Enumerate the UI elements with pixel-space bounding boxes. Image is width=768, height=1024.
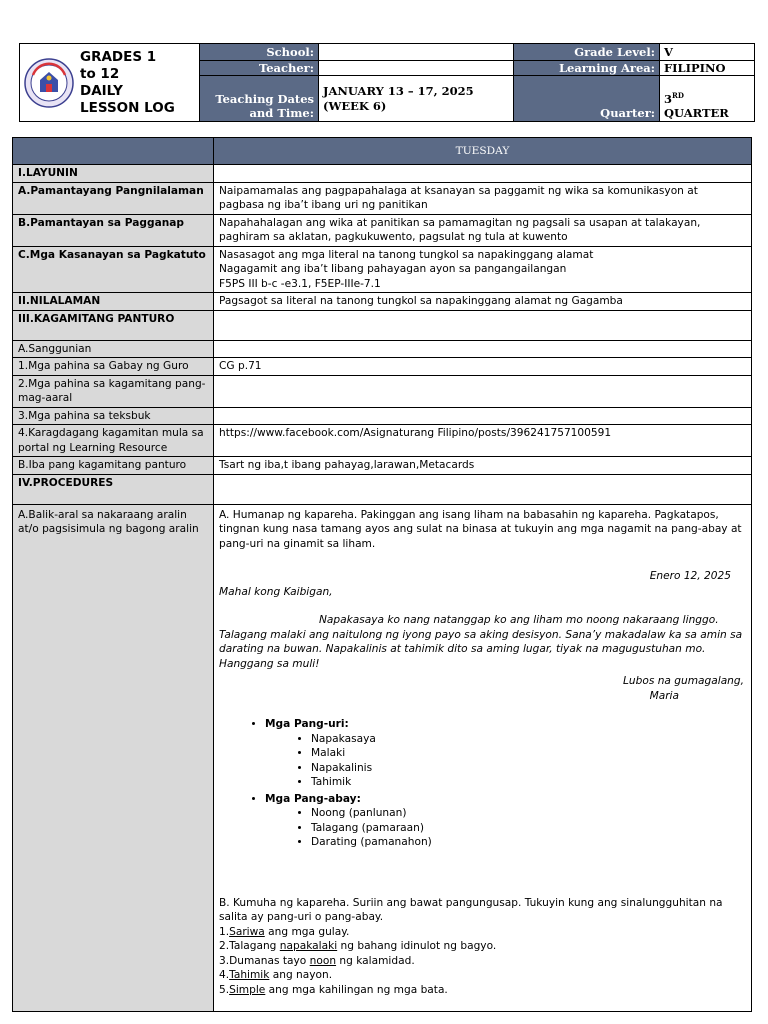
row-content-kagamitang-panturo: [214, 310, 752, 340]
procedure-intro: A. Humanap ng kapareha. Pakinggan ang isang liham na babasahin ng kapareha. Pagkatapos, tingnan kung nasa tamang ayos ang sulat na binasa at tukuyin ang mga nagamit na pang-abay at pang-uri na ginamit sa liham.: [219, 508, 742, 550]
row-label-pamantayan-sa-pagganap: B.Pamantayan sa Pagganap: [13, 214, 214, 246]
school-value: [319, 44, 514, 61]
learning-area-label: Learning Area:: [514, 61, 660, 76]
learning-area-value: FILIPINO: [660, 61, 755, 76]
row-label-balik-aral: A.Balik-aral sa nakaraang aralin at/o pagsisimula ng bagong aralin: [13, 504, 214, 1012]
lesson-log-title: GRADES 1 to 12 DAILY LESSON LOG: [80, 48, 175, 116]
corner-cell: [13, 138, 214, 165]
list-item: • Napakasaya: [311, 732, 746, 747]
grade-level-label: Grade Level:: [514, 44, 660, 61]
row-content-teksbuk: [214, 407, 752, 425]
row-content-layunin: [214, 165, 752, 183]
school-label: School:: [200, 44, 319, 61]
logo-title-cell: [20, 44, 200, 122]
row-label-iba-pang-kagamitan: B.Iba pang kagamitang panturo: [13, 457, 214, 475]
row-content-kasanayan: Nasasagot ang mga literal na tanong tungkol sa napakinggang alamat Nagagamit ang iba’t Iibang pahayagan ayon sa pangangailangan F5PS III b-c -e3.1, F5EP-IIIe-7.1: [214, 246, 752, 293]
pang-uri-list: [265, 732, 746, 790]
row-label-kagamitang-panturo: III.KAGAMITANG PANTURO: [13, 310, 214, 340]
row-content-iba-pang-kagamitan: Tsart ng iba,t ibang pahayag,larawan,Metacards: [214, 457, 752, 475]
row-content-nilalaman: Pagsagot sa literal na tanong tungkol sa napakinggang alamat ng Gagamba: [214, 293, 752, 311]
sentence-2: 2.Talagang napakalaki ng bahang idinulot ng bagyo.: [219, 940, 497, 952]
letter-signer: Maria: [649, 689, 679, 702]
row-label-learning-resource: 4.Karagdagang kagamitan mula sa portal ng Learning Resource: [13, 425, 214, 457]
row-label-kasanayan: C.Mga Kasanayan sa Pagkatuto: [13, 246, 214, 293]
list-item: • Malaki: [311, 746, 746, 761]
row-content-pamantayang-pangnilalaman: Naipamamalas ang pagpapahalaga at ksanayan sa paggamit ng wika sa komunikasyon at pagbasa ng iba’t ibang uri ng panitikan: [214, 182, 752, 214]
list-item: • Darating (pamanahon): [311, 835, 746, 850]
pang-uri-heading: Mga Pang-uri:: [265, 718, 349, 730]
list-item: • Talagang (pamaraan): [311, 821, 746, 836]
procedure-content: [214, 504, 752, 1012]
teaching-dates-label: Teaching Dates and Time:: [200, 76, 319, 122]
word-lists: [219, 717, 746, 850]
row-content-procedures: [214, 474, 752, 504]
pang-abay-list: [265, 806, 746, 850]
lesson-table: [12, 137, 752, 1012]
teacher-label: Teacher:: [200, 61, 319, 76]
sentence-1: 1.Sariwa ang mga gulay.: [219, 925, 350, 938]
header-table: [19, 43, 755, 122]
quarter-value: 3RD QUARTER: [660, 76, 755, 122]
row-label-procedures: IV.PROCEDURES: [13, 474, 214, 504]
letter-salutation: Mahal kong Kaibigan,: [219, 585, 333, 598]
row-label-nilalaman: II.NILALAMAN: [13, 293, 214, 311]
list-item: • Napakalinis: [311, 761, 746, 776]
row-label-sanggunian: A.Sanggunian: [13, 340, 214, 358]
sentence-5: 5.Simple ang mga kahilingan ng mga bata.: [219, 983, 448, 996]
list-item: • Noong (panlunan): [311, 806, 746, 821]
pang-abay-group: [265, 792, 746, 850]
row-label-pamantayang-pangnilalaman: A.Pamantayang Pangnilalaman: [13, 182, 214, 214]
teaching-dates-value: [319, 76, 514, 122]
row-content-pamantayan-sa-pagganap: Napahahalagan ang wika at panitikan sa pamamagitan ng pagsali sa usapan at talakayan, paghiram sa aklatan, pagkukuwento, pagsulat ng tula at kuwento: [214, 214, 752, 246]
row-content-learning-resource[interactable]: https://www.facebook.com/Asignaturang Filipino/posts/396241757100591: [214, 425, 752, 457]
dates-line-2: (WEEK 6): [323, 98, 387, 113]
teacher-value: [319, 61, 514, 76]
letter-closing: Lubos na gumagalang,: [623, 675, 744, 687]
row-label-kagamitang-pang-mag-aaral: 2.Mga pahina sa kagamitang pang-mag-aaral: [13, 375, 214, 407]
part-b-instructions: B. Kumuha ng kapareha. Suriin ang bawat pangungusap. Tukuyin kung ang sinalungguhitan na salita ay pang-uri o pang-abay.: [219, 896, 723, 923]
row-content-sanggunian: [214, 340, 752, 358]
row-label-teksbuk: 3.Mga pahina sa teksbuk: [13, 407, 214, 425]
sentence-4: 4.Tahimik ang nayon.: [219, 969, 333, 981]
row-label-gabay-ng-guro: 1.Mga pahina sa Gabay ng Guro: [13, 358, 214, 376]
day-header: TUESDAY: [214, 138, 752, 165]
quarter-label: Quarter:: [514, 76, 660, 122]
row-content-kagamitang-pang-mag-aaral: [214, 375, 752, 407]
list-item: • Tahimik: [311, 775, 746, 790]
letter-date: Enero 12, 2025: [649, 570, 731, 582]
deped-seal-icon: [24, 58, 74, 108]
pang-abay-heading: Mga Pang-abay:: [265, 792, 361, 805]
row-content-gabay-ng-guro: CG p.71: [214, 358, 752, 376]
sentence-3: 3.Dumanas tayo noon ng kalamidad.: [219, 954, 415, 967]
letter-body: Napakasaya ko nang natanggap ko ang liham mo noong nakaraang linggo. Talagang malaki ang naitulong ng iyong payo sa aking desisyon. Sana’y makadalaw ka sa amin sa darating na buwan. Napakalinis at tahimik dito sa aming lugar, tiyak na magugustuhan mo. Hanggang sa muli!: [219, 614, 743, 670]
pang-uri-group: [265, 717, 746, 790]
dates-line-1: JANUARY 13 – 17, 2025: [323, 83, 474, 98]
row-label-layunin: I.LAYUNIN: [13, 165, 214, 183]
grade-level-value: V: [660, 44, 755, 61]
